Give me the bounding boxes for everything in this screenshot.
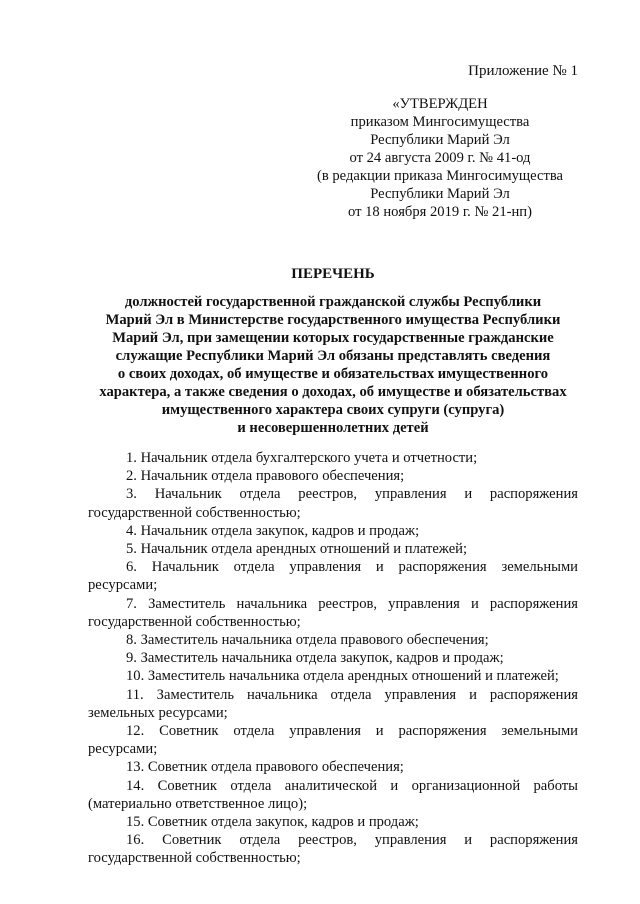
list-item-continuation: ресурсами;: [88, 577, 158, 594]
list-item-continuation: ресурсами;: [88, 741, 158, 758]
subtitle-line: имущественного характера своих супруги (супруга): [161, 402, 505, 418]
list-item-text: 15. Советник отдела закупок, кадров и продаж;: [126, 814, 419, 831]
subtitle-line: о своих доходах, об имуществе и обязательствах имущественного: [117, 366, 549, 382]
subtitle-line: и несовершеннолетних детей: [237, 420, 429, 436]
list-item-continuation: государственной собственностью;: [88, 504, 301, 521]
approval-line: от 24 августа 2009 г. № 41-од: [349, 150, 531, 166]
list-item-text: 10. Заместитель начальника отдела арендных отношений и платежей;: [126, 668, 559, 685]
document-title: ПЕРЕЧЕНЬ: [291, 266, 375, 282]
approval-line: приказом Мингосимущества: [350, 114, 530, 130]
approval-line: Республики Марий Эл: [370, 186, 510, 202]
list-item: [88, 686, 578, 722]
list-item-text: 3. Начальник отдела реестров, управления и распоряжения: [126, 486, 578, 503]
list-item-text: 9. Заместитель начальника отдела закупок, кадров и продаж;: [126, 650, 504, 667]
list-item: [88, 522, 578, 540]
document-subtitle: [80, 293, 586, 437]
list-item-text: 8. Заместитель начальника отдела правового обеспечения;: [126, 632, 489, 649]
approval-line: (в редакции приказа Мингосимущества: [316, 168, 563, 184]
list-item-continuation: государственной собственностью;: [88, 613, 301, 630]
list-item: [88, 813, 578, 831]
list-item: [88, 649, 578, 667]
positions-list: [88, 449, 578, 868]
list-item-text: 6. Начальник отдела управления и распоряжения земельными: [126, 559, 578, 576]
list-item: [88, 631, 578, 649]
approval-line: Республики Марий Эл: [370, 132, 510, 148]
list-item-text: 2. Начальник отдела правового обеспечения;: [126, 468, 405, 485]
list-item-continuation: (материально ответственное лицо);: [88, 795, 308, 812]
list-item-text: 12. Советник отдела управления и распоряжения земельными: [126, 723, 578, 740]
appendix-label: Приложение № 1: [468, 63, 578, 79]
subtitle-line: служащие Республики Марий Эл обязаны представлять сведения: [115, 348, 551, 364]
list-item: [88, 485, 578, 521]
list-item-text: 5. Начальник отдела арендных отношений и платежей;: [126, 541, 468, 558]
list-item-text: 4. Начальник отдела закупок, кадров и продаж;: [126, 522, 420, 539]
list-item: [88, 558, 578, 594]
list-item: [88, 722, 578, 758]
approval-line: от 18 ноября 2019 г. № 21-нп): [348, 204, 532, 220]
list-item: [88, 667, 578, 685]
list-item: [88, 831, 578, 867]
list-item: [88, 758, 578, 776]
list-item: [88, 540, 578, 558]
list-item: [88, 595, 578, 631]
list-item-text: 11. Заместитель начальника отдела управления и распоряжения: [126, 686, 578, 703]
list-item-continuation: земельных ресурсами;: [88, 704, 228, 721]
list-item-text: 1. Начальник отдела бухгалтерского учета и отчетности;: [126, 450, 478, 466]
list-item: [88, 449, 578, 467]
list-item: [88, 777, 578, 813]
approval-block: [282, 95, 598, 221]
list-item: [88, 467, 578, 485]
list-item-text: 14. Советник отдела аналитической и организационной работы: [126, 777, 578, 794]
subtitle-line: Марий Эл в Министерстве государственного имущества Республики: [105, 312, 561, 328]
subtitle-line: характера, а также сведения о доходах, об имуществе и обязательствах: [99, 384, 567, 400]
list-item-text: 7. Заместитель начальника реестров, управления и распоряжения: [126, 595, 578, 612]
list-item-continuation: государственной собственностью;: [88, 850, 301, 867]
subtitle-line: должностей государственной гражданской службы Республики: [124, 294, 542, 310]
subtitle-line: Марий Эл, при замещении которых государственные гражданские: [112, 330, 554, 346]
list-item-text: 13. Советник отдела правового обеспечения;: [126, 759, 404, 776]
approval-line: «УТВЕРЖДЕН: [392, 96, 488, 112]
list-item-text: 16. Советник отдела реестров, управления и распоряжения: [126, 832, 578, 849]
